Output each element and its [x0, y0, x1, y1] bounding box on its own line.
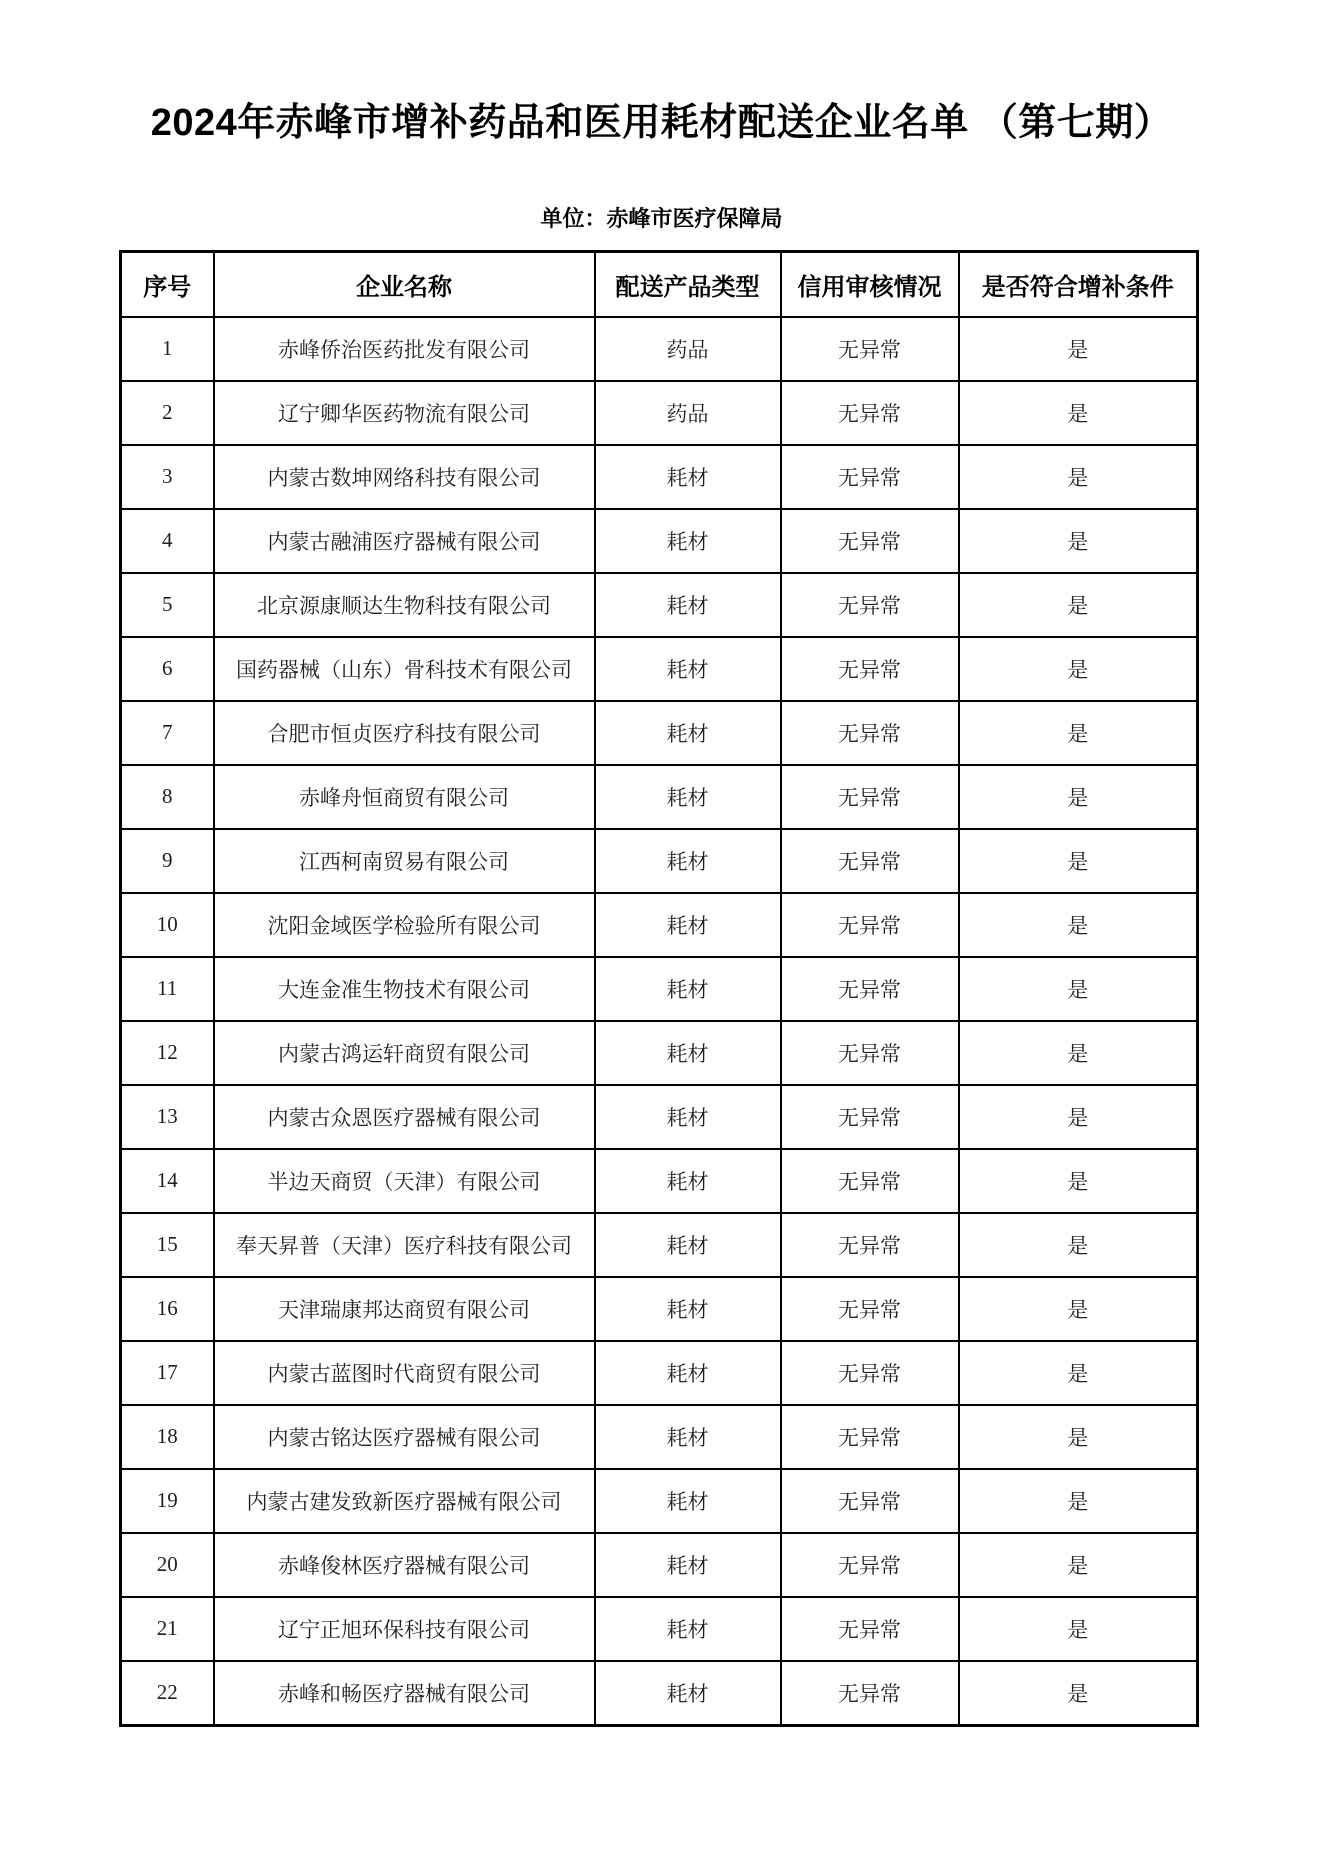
qualification-cell: 是 [959, 317, 1198, 381]
row-index-cell: 10 [121, 893, 214, 957]
product-type-cell: 耗材 [595, 1405, 781, 1469]
qualification-cell: 是 [959, 381, 1198, 445]
credit-status-cell: 无异常 [781, 1469, 959, 1533]
row-index-cell: 11 [121, 957, 214, 1021]
credit-status-cell: 无异常 [781, 573, 959, 637]
credit-status-cell: 无异常 [781, 1341, 959, 1405]
credit-status-cell: 无异常 [781, 957, 959, 1021]
product-type-cell: 耗材 [595, 1597, 781, 1661]
company-name-cell: 赤峰侨治医药批发有限公司 [214, 317, 595, 381]
table-row [121, 1341, 1198, 1405]
table-row [121, 317, 1198, 381]
table-header-row [121, 251, 1198, 317]
credit-status-cell: 无异常 [781, 1277, 959, 1341]
row-index-cell: 15 [121, 1213, 214, 1277]
table-row [121, 1085, 1198, 1149]
table-row [121, 1597, 1198, 1661]
credit-status-cell: 无异常 [781, 637, 959, 701]
column-header-index: 序号 [121, 251, 214, 317]
row-index-cell: 6 [121, 637, 214, 701]
qualification-cell: 是 [959, 1405, 1198, 1469]
qualification-cell: 是 [959, 957, 1198, 1021]
company-name-cell: 内蒙古鸿运轩商贸有限公司 [214, 1021, 595, 1085]
credit-status-cell: 无异常 [781, 893, 959, 957]
qualification-cell: 是 [959, 1149, 1198, 1213]
company-name-cell: 江西柯南贸易有限公司 [214, 829, 595, 893]
credit-status-cell: 无异常 [781, 829, 959, 893]
company-name-cell: 奉天昇普（天津）医疗科技有限公司 [214, 1213, 595, 1277]
credit-status-cell: 无异常 [781, 1597, 959, 1661]
row-index-cell: 17 [121, 1341, 214, 1405]
credit-status-cell: 无异常 [781, 1085, 959, 1149]
row-index-cell: 2 [121, 381, 214, 445]
credit-status-cell: 无异常 [781, 381, 959, 445]
table-row [121, 829, 1198, 893]
table-row [121, 1405, 1198, 1469]
company-name-cell: 内蒙古铭达医疗器械有限公司 [214, 1405, 595, 1469]
product-type-cell: 耗材 [595, 1021, 781, 1085]
table-row [121, 1661, 1198, 1726]
row-index-cell: 16 [121, 1277, 214, 1341]
row-index-cell: 7 [121, 701, 214, 765]
row-index-cell: 5 [121, 573, 214, 637]
page-title: 2024年赤峰市增补药品和医用耗材配送企业名单 （第七期） [150, 102, 1173, 144]
company-name-cell: 辽宁正旭环保科技有限公司 [214, 1597, 595, 1661]
qualification-cell: 是 [959, 1469, 1198, 1533]
company-name-cell: 沈阳金域医学检验所有限公司 [214, 893, 595, 957]
qualification-cell: 是 [959, 829, 1198, 893]
product-type-cell: 耗材 [595, 573, 781, 637]
qualification-cell: 是 [959, 1213, 1198, 1277]
product-type-cell: 耗材 [595, 1469, 781, 1533]
row-index-cell: 1 [121, 317, 214, 381]
supplier-table [119, 250, 1199, 1727]
table-row [121, 573, 1198, 637]
table-row [121, 701, 1198, 765]
company-name-cell: 大连金准生物技术有限公司 [214, 957, 595, 1021]
credit-status-cell: 无异常 [781, 1149, 959, 1213]
credit-status-cell: 无异常 [781, 701, 959, 765]
credit-status-cell: 无异常 [781, 1661, 959, 1726]
credit-status-cell: 无异常 [781, 1021, 959, 1085]
product-type-cell: 耗材 [595, 765, 781, 829]
product-type-cell: 耗材 [595, 1277, 781, 1341]
row-index-cell: 22 [121, 1661, 214, 1726]
product-type-cell: 耗材 [595, 637, 781, 701]
company-name-cell: 内蒙古数坤网络科技有限公司 [214, 445, 595, 509]
qualification-cell: 是 [959, 1661, 1198, 1726]
credit-status-cell: 无异常 [781, 765, 959, 829]
product-type-cell: 耗材 [595, 1149, 781, 1213]
product-type-cell: 耗材 [595, 509, 781, 573]
table-row [121, 1149, 1198, 1213]
qualification-cell: 是 [959, 1341, 1198, 1405]
row-index-cell: 13 [121, 1085, 214, 1149]
company-name-cell: 内蒙古蓝图时代商贸有限公司 [214, 1341, 595, 1405]
company-name-cell: 赤峰舟恒商贸有限公司 [214, 765, 595, 829]
row-index-cell: 21 [121, 1597, 214, 1661]
company-name-cell: 合肥市恒贞医疗科技有限公司 [214, 701, 595, 765]
issuing-unit-label: 单位：赤峰市医疗保障局 [540, 205, 783, 231]
product-type-cell: 药品 [595, 381, 781, 445]
product-type-cell: 药品 [595, 317, 781, 381]
credit-status-cell: 无异常 [781, 1405, 959, 1469]
product-type-cell: 耗材 [595, 445, 781, 509]
credit-status-cell: 无异常 [781, 445, 959, 509]
row-index-cell: 18 [121, 1405, 214, 1469]
product-type-cell: 耗材 [595, 1341, 781, 1405]
qualification-cell: 是 [959, 1021, 1198, 1085]
table-row [121, 765, 1198, 829]
column-header-qualification: 是否符合增补条件 [959, 251, 1198, 317]
qualification-cell: 是 [959, 573, 1198, 637]
column-header-product-type: 配送产品类型 [595, 251, 781, 317]
qualification-cell: 是 [959, 765, 1198, 829]
row-index-cell: 4 [121, 509, 214, 573]
row-index-cell: 8 [121, 765, 214, 829]
table-row [121, 445, 1198, 509]
product-type-cell: 耗材 [595, 957, 781, 1021]
table-row [121, 1021, 1198, 1085]
qualification-cell: 是 [959, 637, 1198, 701]
credit-status-cell: 无异常 [781, 509, 959, 573]
company-name-cell: 赤峰和畅医疗器械有限公司 [214, 1661, 595, 1726]
company-name-cell: 赤峰俊林医疗器械有限公司 [214, 1533, 595, 1597]
qualification-cell: 是 [959, 1533, 1198, 1597]
row-index-cell: 9 [121, 829, 214, 893]
table-row [121, 957, 1198, 1021]
company-name-cell: 北京源康顺达生物科技有限公司 [214, 573, 595, 637]
product-type-cell: 耗材 [595, 701, 781, 765]
company-name-cell: 天津瑞康邦达商贸有限公司 [214, 1277, 595, 1341]
qualification-cell: 是 [959, 445, 1198, 509]
table-row [121, 637, 1198, 701]
row-index-cell: 20 [121, 1533, 214, 1597]
product-type-cell: 耗材 [595, 1213, 781, 1277]
company-name-cell: 内蒙古融浦医疗器械有限公司 [214, 509, 595, 573]
qualification-cell: 是 [959, 893, 1198, 957]
product-type-cell: 耗材 [595, 1533, 781, 1597]
table-row [121, 509, 1198, 573]
company-name-cell: 内蒙古众恩医疗器械有限公司 [214, 1085, 595, 1149]
company-name-cell: 辽宁卿华医药物流有限公司 [214, 381, 595, 445]
qualification-cell: 是 [959, 509, 1198, 573]
company-name-cell: 内蒙古建发致新医疗器械有限公司 [214, 1469, 595, 1533]
row-index-cell: 3 [121, 445, 214, 509]
table-row [121, 1469, 1198, 1533]
credit-status-cell: 无异常 [781, 317, 959, 381]
qualification-cell: 是 [959, 1085, 1198, 1149]
table-row [121, 1277, 1198, 1341]
qualification-cell: 是 [959, 1597, 1198, 1661]
credit-status-cell: 无异常 [781, 1533, 959, 1597]
column-header-credit-status: 信用审核情况 [781, 251, 959, 317]
row-index-cell: 12 [121, 1021, 214, 1085]
product-type-cell: 耗材 [595, 893, 781, 957]
row-index-cell: 14 [121, 1149, 214, 1213]
product-type-cell: 耗材 [595, 1661, 781, 1726]
company-name-cell: 国药器械（山东）骨科技术有限公司 [214, 637, 595, 701]
company-name-cell: 半边天商贸（天津）有限公司 [214, 1149, 595, 1213]
row-index-cell: 19 [121, 1469, 214, 1533]
table-row [121, 381, 1198, 445]
product-type-cell: 耗材 [595, 1085, 781, 1149]
table-row [121, 893, 1198, 957]
column-header-company-name: 企业名称 [214, 251, 595, 317]
qualification-cell: 是 [959, 1277, 1198, 1341]
table-row [121, 1533, 1198, 1597]
credit-status-cell: 无异常 [781, 1213, 959, 1277]
product-type-cell: 耗材 [595, 829, 781, 893]
table-row [121, 1213, 1198, 1277]
qualification-cell: 是 [959, 701, 1198, 765]
